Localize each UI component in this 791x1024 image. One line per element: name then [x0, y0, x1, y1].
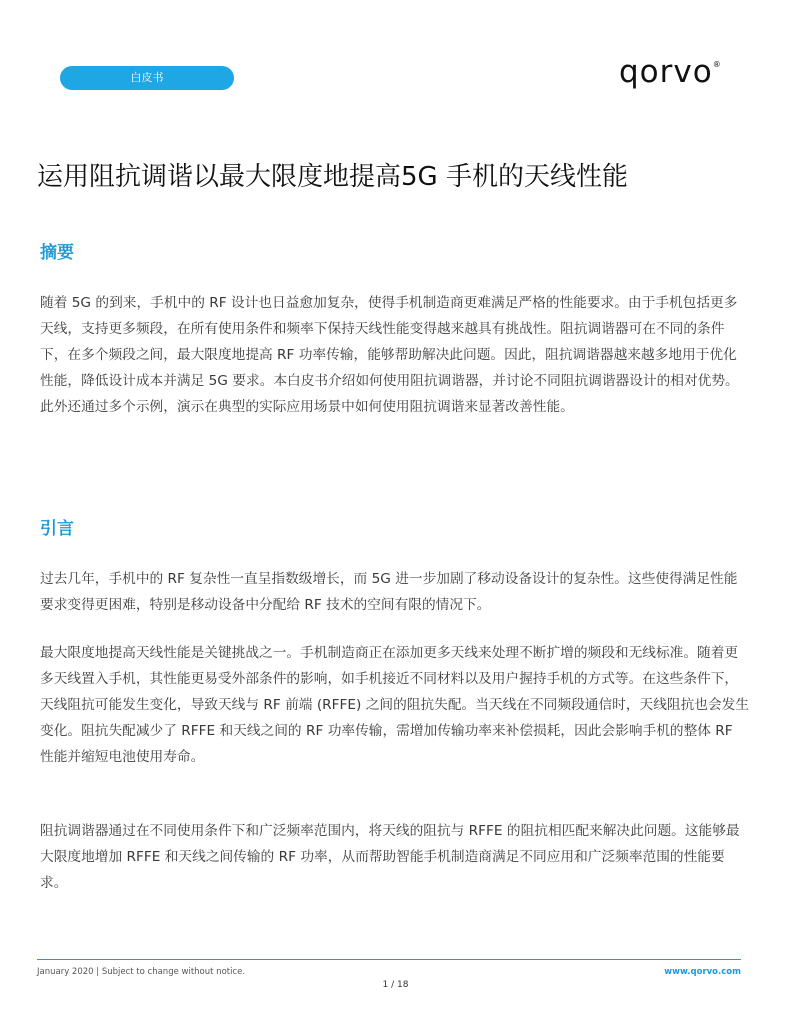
- page-number: 1 / 18: [382, 980, 409, 990]
- page-title: 运用阻抗调谐以最大限度地提高5G 手机的天线性能: [37, 162, 628, 192]
- abstract-paragraph: 随着 5G 的到来，手机中的 RF 设计也日益愈加复杂，使得手机制造商更难满足严格的性能要求。由于手机包括更多天线，支持更多频段，在所有使用条件和频率下保持天线性能变得越来越具有挑战性。阻抗调谐器可在不同的条件下，在多个频段之间，最大限度地提高 RF 功率传输，能够帮助解决此问题。因此，阻抗调谐器越来越多地用于优化性能，降低设计成本并满足 5G 要求。本白皮书介绍如何使用阻抗调谐器，并讨论不同阻抗调谐器设计的相对优势。此外还通过多个示例，演示在典型的实际应用场景中如何使用阻抗调谐来显著改善性能。: [40, 295, 739, 415]
- footer-date-notice: January 2020 | Subject to change without notice.: [37, 967, 246, 977]
- abstract-heading: 摘要: [40, 243, 74, 263]
- intro-paragraph-2: 最大限度地提高天线性能是关键挑战之一。手机制造商正在添加更多天线来处理不断扩增的频段和无线标准。随着更多天线置入手机，其性能更易受外部条件的影响，如手机接近不同材料以及用户握持手机的方式等。在这些条件下，天线阻抗可能发生变化，导致天线与 RF 前端 (RFFE) 之间的阻抗失配。当天线在不同频段通信时，天线阻抗也会发生变化。阻抗失配减少了 RFFE 和天线之间的 RF 功率传输，需增加传输功率来补偿损耗，因此会影响手机的整体 RF 性能并缩短电池使用寿命。: [40, 645, 750, 765]
- registered-mark: ®: [712, 59, 722, 69]
- document-type-badge: 白皮书: [60, 66, 234, 90]
- intro-paragraph-3: 阻抗调谐器通过在不同使用条件下和广泛频率范围内，将天线的阻抗与 RFFE 的阻抗相匹配来解决此问题。这能够最大限度地增加 RFFE 和天线之间传输的 RF 功率，从而帮助智能手机制造商满足不同应用和广泛频率范围的性能要求。: [40, 823, 740, 891]
- footer-website-link[interactable]: www.qorvo.com: [664, 967, 741, 977]
- intro-heading: 引言: [40, 519, 74, 539]
- qorvo-logo: [619, 54, 722, 90]
- intro-paragraph-1: 过去几年，手机中的 RF 复杂性一直呈指数级增长，而 5G 进一步加剧了移动设备设计的复杂性。这些使得满足性能要求变得更困难，特别是移动设备中分配给 RF 技术的空间有限的情况下。: [40, 571, 738, 613]
- footer-divider: [37, 959, 741, 960]
- logo-text: qorvo: [619, 54, 713, 90]
